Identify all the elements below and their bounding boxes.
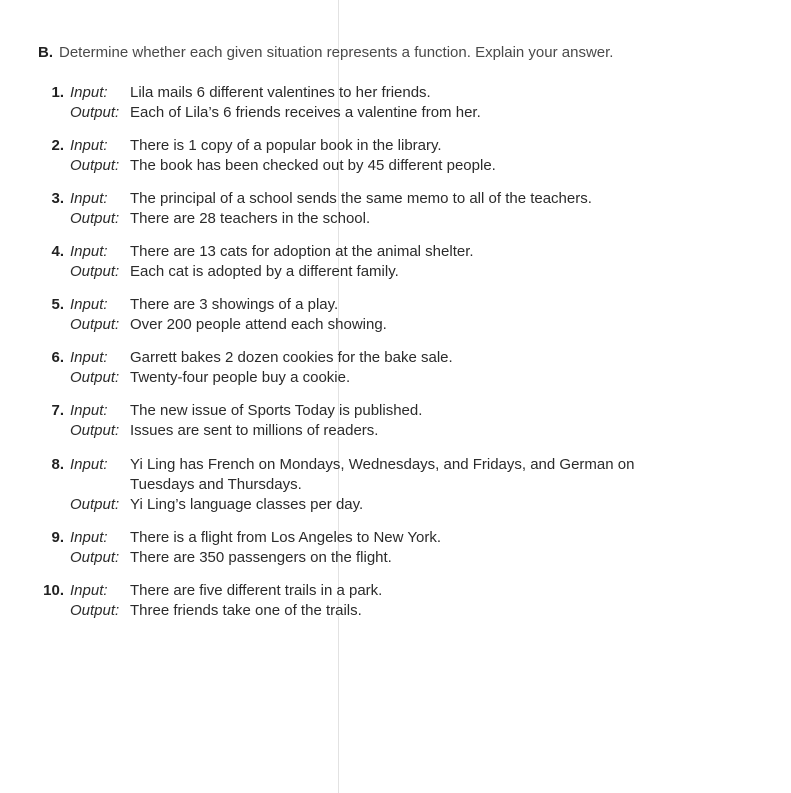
input-label: Input: [70, 529, 108, 546]
input-label: Input: [70, 84, 108, 101]
output-text: Over 200 people attend each showing. [130, 316, 387, 333]
output-label: Output: [70, 263, 120, 280]
output-label: Output: [70, 210, 120, 227]
output-label: Output: [70, 496, 120, 513]
input-label: Input: [70, 243, 108, 260]
problem-number: 8. [51, 456, 64, 473]
output-text: Three friends take one of the trails. [130, 602, 362, 619]
output-text: There are 350 passengers on the flight. [130, 549, 392, 566]
output-text: Each of Lila’s 6 friends receives a valentine from her. [130, 104, 481, 121]
output-label: Output: [70, 549, 120, 566]
input-label: Input: [70, 402, 108, 419]
section-instruction: Determine whether each given situation represents a function. Explain your answer. [59, 44, 614, 61]
output-text: Each cat is adopted by a different family. [130, 263, 399, 280]
input-text: Garrett bakes 2 dozen cookies for the bake sale. [130, 349, 453, 366]
input-label: Input: [70, 190, 108, 207]
input-text: There are 3 showings of a play. [130, 296, 339, 313]
problem-number: 10. [43, 582, 64, 599]
input-label: Input: [70, 582, 108, 599]
input-text: The principal of a school sends the same memo to all of the teachers. [130, 190, 592, 207]
input-label: Input: [70, 296, 108, 313]
section-header [38, 43, 613, 63]
input-text: There is 1 copy of a popular book in the library. [130, 137, 442, 154]
input-text: There is a flight from Los Angeles to New York. [130, 529, 441, 546]
input-text: Lila mails 6 different valentines to her friends. [130, 84, 431, 101]
input-label: Input: [70, 137, 108, 154]
input-text: There are 13 cats for adoption at the animal shelter. [130, 243, 474, 260]
output-label: Output: [70, 369, 120, 386]
input-text: The new issue of Sports Today is published. [130, 402, 423, 419]
problem-number: 6. [51, 349, 64, 366]
output-text: Issues are sent to millions of readers. [130, 422, 379, 439]
input-text: There are five different trails in a park. [130, 582, 383, 599]
problem-number: 9. [51, 529, 64, 546]
output-text: There are 28 teachers in the school. [130, 210, 371, 227]
problem-number: 5. [51, 296, 64, 313]
problem-number: 1. [51, 84, 64, 101]
output-label: Output: [70, 316, 120, 333]
output-label: Output: [70, 422, 120, 439]
problem-number: 4. [51, 243, 64, 260]
input-text: Yi Ling has French on Mondays, Wednesdays, and Fridays, and German on Tuesdays and Thursdays. [130, 456, 635, 493]
output-label: Output: [70, 104, 120, 121]
input-label: Input: [70, 349, 108, 366]
output-text: Twenty-four people buy a cookie. [130, 369, 351, 386]
section-letter: B. [38, 44, 53, 61]
output-label: Output: [70, 602, 120, 619]
problem-number: 7. [51, 402, 64, 419]
input-label: Input: [70, 456, 108, 473]
output-label: Output: [70, 157, 120, 174]
problem-number: 3. [51, 190, 64, 207]
output-text: Yi Ling’s language classes per day. [130, 496, 364, 513]
output-text: The book has been checked out by 45 different people. [130, 157, 496, 174]
problem-number: 2. [51, 137, 64, 154]
